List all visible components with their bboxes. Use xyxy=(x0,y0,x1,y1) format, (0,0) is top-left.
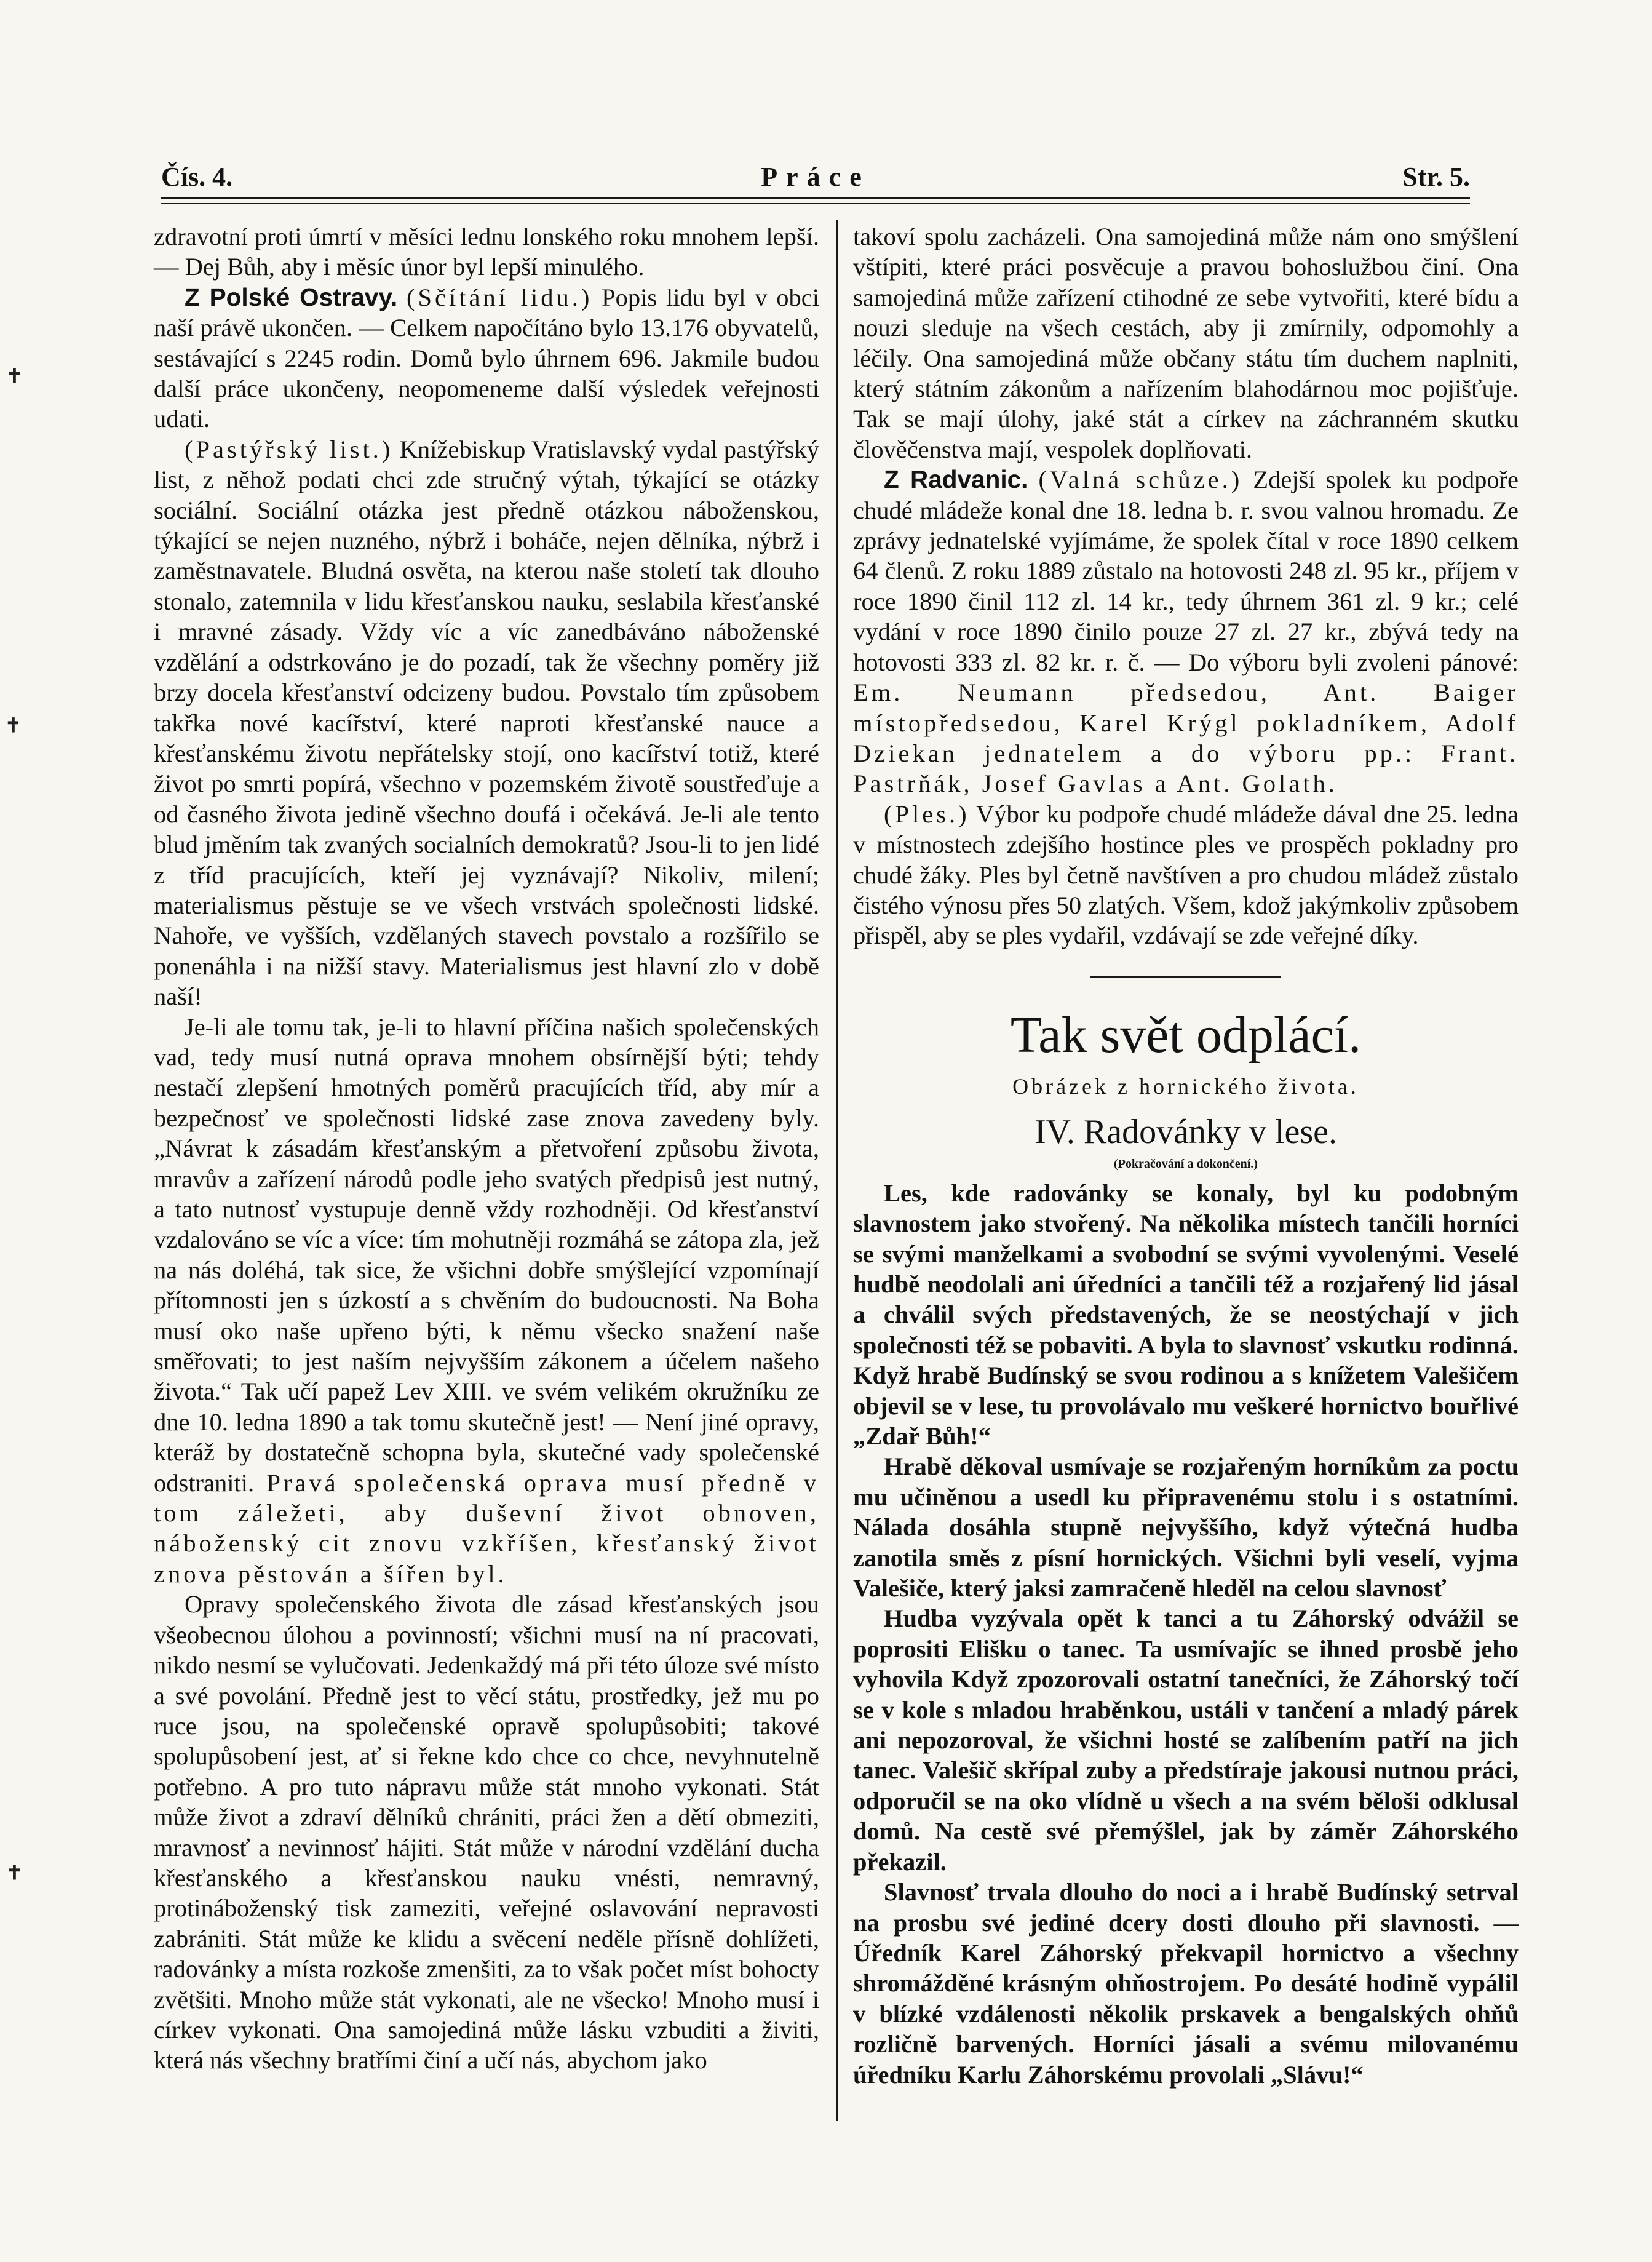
page-header xyxy=(161,161,1470,198)
left-column xyxy=(154,221,819,2076)
page-number: Str. 5. xyxy=(1402,162,1470,192)
article-continuation: zdravotní proti úmrtí v měsíci lednu lonského roku mnohem lepší. — Dej Bůh, aby i měsíc únor byl lepší minulého. xyxy=(154,223,819,281)
article-text: Výbor ku podpoře chudé mládeže dával dne 25. ledna v místnostech zdejšího hostince ples ve prospěch pokladny pro chudé žáky. Ples byl četně navštíven a pro chudou mládež zůstalo čistého výnosu přes 50 zlatých. Všem, kdož jakýmkoliv způsobem přispěl, aby se ples vydařil, vzdávají se zde veřejné díky. xyxy=(853,800,1519,950)
article-names: Em. Neumann předsedou, Ant. Baiger místopředsedou, Karel Krýgl pokladníkem, Adolf Dziekan jednatelem a do výboru pp.: Frant. Pastrňák, Josef Gavlas a Ant. Golath. xyxy=(853,679,1519,798)
serial-story xyxy=(853,1005,1519,2090)
article-radvanice xyxy=(853,464,1519,798)
section-separator xyxy=(1090,976,1281,978)
header-rule-thick xyxy=(161,197,1470,199)
story-part-heading: IV. Radovánky v lese. xyxy=(1034,1112,1337,1151)
story-paragraph: Hudba vyzývala opět k tanci a tu Záhorský odvážil se poprositi Elišku o tanec. Ta usmívajíc se ihned prosbě jeho vyhovila Když zpozorovali ostatní tanečníci, že Záhorský točí se v kole s mladou hraběnkou, ustáli v tančení a mladý párek ani nepozoroval, že všichni hosté se zalíbením patří na jich tanec. Valešič skřípal zuby a předstíraje jakousi nutnou práci, odporučil se na oko vlídně u všech a na svém běloši odklusal domů. Na cestě své přemýšlel, jak by záměr Záhorského překazil. xyxy=(853,1604,1519,1876)
article-tag: (Valná schůze.) xyxy=(1038,466,1243,494)
article-place: Z Polské Ostravy. xyxy=(185,282,398,311)
article-tag: (Ples.) xyxy=(884,800,970,828)
issue-number: Čís. 4. xyxy=(161,162,233,192)
right-column xyxy=(853,221,1519,2090)
article-text: Je-li ale tomu tak, je-li to hlavní příčina našich společenských vad, tedy musí nutná oprava mnohem obsírnější býti; tehdy nestačí zlepšení hmotných poměrů pracujících tříd, aby mír a bezpečnosť ve společnosti lidské zase znova zavedeny byly. „Návrat k zásadám křesťanským a přetvoření způsobu života, mravův a zařízení národů podle jeho svatých předpisů jest nutný, a tato nutnosť vystupuje denně vždy rozhodněji. Od křesťanství vzdalováno se víc a více: tím mohutněji rozmáhá se zátopa zla, jež na nás doléhá, tak sice, že všichni dobře smýšlející vzpomínají přítomnosti jen s úzkostí a s chvěním do budoucnosti. Na Boha musí oko naše upřeno býti, k němu všecko snažení naše směřovati; to jest naším nejvyšším zákonem a účelem našeho života.“ Tak učí papež Lev XIII. ve svém velikém okružníku ze dne 10. ledna 1890 a tak tomu skutečně jest! — Není jiné opravy, kteráž by dostatečně schopna byla, skutečné vady společenské odstraniti. xyxy=(154,1013,819,1497)
article-paragraph: Opravy společenského života dle zásad křesťanských jsou všeobecnou úlohou a povinností; všichni musí na ní pracovati, nikdo nesmí se vylučovati. Jedenkaždý má při této úloze své místo a své povolání. Předně jest to věcí státu, prostředky, jež mu po ruce jsou, na společenské opravě spolupůsobiti; takové spolupůsobení jest, ať si řekne kdo chce co chce, nevyhnutelně potřebno. A pro tuto nápravu může stát mnoho vykonati. Stát může život a zdraví dělníků chrániti, práci žen a dětí obmeziti, mravnosť a nevinnosť hájiti. Stát může v národní vzdělání ducha křesťanského a křesťanskou nauku vnésti, nemravný, protináboženský tisk zameziti, veřejné oslavování nepravosti zabrániti. Stát může ke klidu a svěcení neděle přísně dohlížeti, radovánky a místa rozkoše zmenšiti, za to však počet míst bohocty zvětšiti. Mnoho může stát vykonati, ale ne všecko! Mnoho musí i církev vykonati. Ona samojediná může lásku vzbuditi a živiti, která nás všechny bratřími činí a učí nás, abychom jako xyxy=(154,1590,819,2074)
margin-mark-middle: ✝ xyxy=(5,714,22,736)
column-divider xyxy=(836,220,838,2121)
story-paragraph: Slavnosť trvala dlouho do noci a i hrabě Budínský setrval na prosbu své jediné dcery dosti dlouho při slavnosti. — Úředník Karel Záhorský překvapil hornictvo a všechny shromážděné krásným ohňostrojem. Po desáté hodině vypálil v blízké vzdálenosti několik prskavek a bengalských ohňů rozličně barvených. Horníci jásali a svému milovanému úředníku Karlu Záhorskému provolali „Slávu!“ xyxy=(853,1878,1519,2089)
article-paragraph xyxy=(154,1012,819,1590)
margin-mark-top: ✝ xyxy=(6,365,23,387)
story-subtitle: Obrázek z hornického života. xyxy=(1012,1073,1359,1099)
story-paragraph: Hrabě děkoval usmívaje se rozjařeným horníkům za poctu mu učiněnou a usedl ku připravenému stolu i s ostatními. Nálada dosáhla stupně nejvyššího, když výtečná hudba zanotila směs z písní hornických. Všichni byli veselí, vyjma Valešiče, který jaksi zamračeně hleděl na celou slavnosť xyxy=(853,1452,1519,1603)
article-text: Knížebiskup Vratislavský vydal pastýřský list, z něhož podati chci zde stručný výtah, týkající se otázky sociální. Sociální otázka jest předně otázkou náboženskou, týkající se nejen nuzného, nýbrž i boháče, nejen dělníka, nýbrž i zaměstnavatele. Bludná osvěta, na kterou naše století tak dlouho stonalo, zatemnila v lidu křesťanskou nauku, seslabila křesťanské i mravné zásady. Vždy víc a víc zanedbáváno náboženské vzdělání a odstrkováno je do pozadí, tak že všechny poměry již brzy docela křesťanství odcizeny budou. Povstalo tím způsobem takřka nové kacířství, které naproti křesťanské nauce a křesťanskému životu nepřátelsky stojí, ono kacířství totiž, které život po smrti popírá, všechno v pozemském životě soustřeďuje a od časného života jedině všechno doufá i očekává. Je-li ale tento blud jměním tak zvaných socialních demokratů? Jsou-li to jen lidé z tříd pracujících, kteří jej vyznávají? Nikoliv, milení; materialismus pěstuje se ve všech vrstvách společnosti lidské. Nahoře, ve vyšších, vzdělaných stavech povstalo a rozšířilo se ponenáhla i na nižší stavy. Materialismus jest hlavní zlo v době naší! xyxy=(154,435,819,1011)
article-text: Zdejší spolek ku podpoře chudé mládeže konal dne 18. ledna b. r. svou valnou hromadu. Ze zprávy jednatelské vyjímáme, že spolek čítal v roce 1890 celkem 64 členů. Z roku 1889 zůstalo na hotovosti 248 zl. 95 kr., příjem v roce 1890 činil 112 zl. 14 kr., tedy úhrnem 361 zl. 9 kr.; celé vydání v roce 1890 činilo pouze 27 zl. 27 kr., zbývá tedy na hotovosti 333 zl. 82 kr. r. č. — Do výboru byli zvoleni pánové: xyxy=(853,466,1519,676)
story-continuation-note: (Pokračování a dokončení.) xyxy=(1114,1157,1258,1171)
story-paragraph: Les, kde radovánky se konaly, byl ku podobným slavnostem jako stvořený. Na několika místech tančili horníci se svými manželkami a svobodní se svými vyvolenými. Veselé hudbě neodolali ani úředníci a tančili též a rozjařený lid jásal a chválil svých představených, že se neostýchají v jich společnosti též se pobaviti. A byla to slavnosť vskutku rodinná. Když hrabě Budínský se svou rodinou a s knížetem Valešičem objevil se v lese, tu provolávalo mu veškeré hornictvo bouřlivé „Zdař Bůh!“ xyxy=(853,1179,1519,1450)
article-spaced-text: Pravá společenská oprava musí předně v tom záležeti, aby duševní život obnoven, náboženský cit znovu vzkříšen, křesťanský život znova pěstován a šířen byl. xyxy=(154,1468,819,1588)
article-text: Popis lidu byl v obci naší právě ukončen. — Celkem napočítáno bylo 13.176 obyvatelů, sestávající s 2245 rodin. Domů bylo úhrnem 696. Jakmile budou další práce ukončeny, neopomeneme další výsledek veřejnosti udati. xyxy=(154,283,820,433)
article-tag: (Pastýřský list.) xyxy=(185,435,394,463)
newspaper-title: Práce xyxy=(761,162,870,192)
article-tag: (Sčítání lidu.) xyxy=(407,283,593,311)
article-ples xyxy=(853,799,1519,951)
article-continuation: takoví spolu zacházeli. Ona samojediná může nám ono smýšlení vštípiti, které práci posvěcuje a pravou bohoslužbou činí. Ona samojediná může zařízení ctihodné ze sebe vytvořiti, které bídu a nouzi sleduje na všech cestách, aby ji zmírnily, odpomohly a léčily. Ona samojediná může občany státu tím duchem naplniti, který státním zákonům a nařízením blahodárnou moc pojišťuje. Tak se mají úlohy, jaké stát a církev na záchranném skutku člověčenstva mají, vespolek doplňovati. xyxy=(853,223,1519,463)
story-title: Tak svět odplácí. xyxy=(1010,1006,1362,1064)
article-pastyrsky-list xyxy=(154,434,819,1012)
article-polska-ostrava xyxy=(154,282,819,434)
article-place: Z Radvanic. xyxy=(884,465,1028,494)
margin-mark-bottom: ✝ xyxy=(6,1862,23,1884)
header-rule-thin xyxy=(161,203,1470,204)
